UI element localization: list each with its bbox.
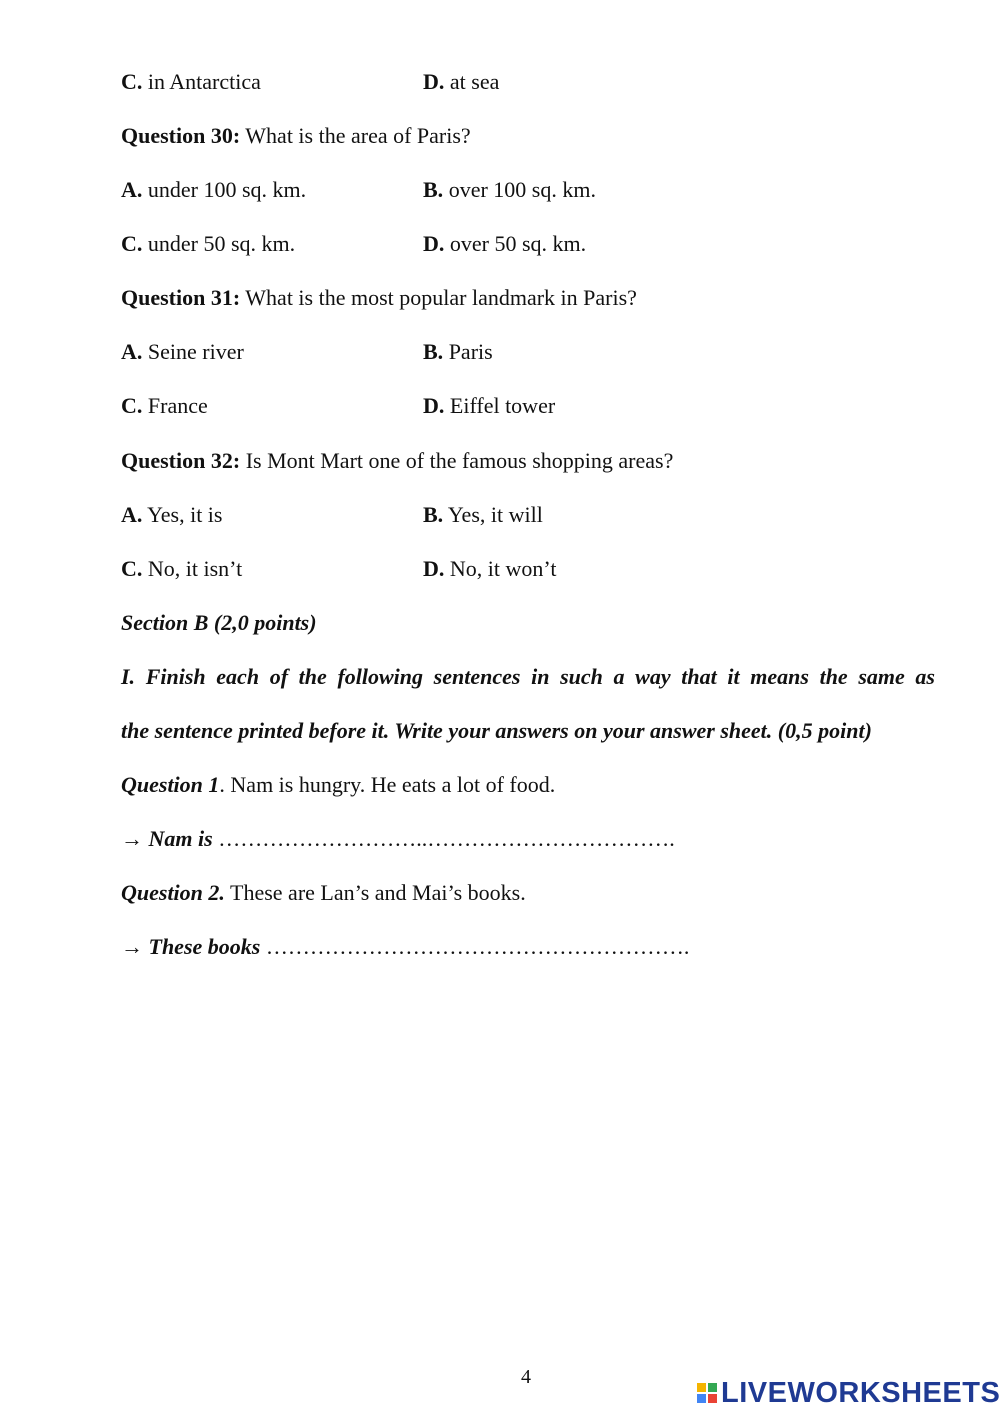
q29-options-cd: [121, 68, 921, 96]
section-b-instruction-line-1: I. Finish each of the following sentences in such a way that it means the same as: [121, 664, 935, 689]
q30-option-c: C. under 50 sq. km.: [121, 231, 296, 256]
section-b-instruction-line-2: the sentence printed before it. Write your answers on your answer sheet. (0,5 point): [121, 718, 872, 743]
q31-option-d: D. Eiffel tower: [423, 393, 556, 418]
q31-options-ab: [121, 338, 921, 366]
q30-options-ab: [121, 176, 921, 204]
liveworksheets-logo: [697, 1376, 1000, 1410]
q32-options-ab: [121, 501, 921, 529]
section-b-title: Section B (2,0 points): [121, 610, 317, 635]
q31-option-b: B. Paris: [423, 339, 493, 364]
q30-option-d: D. over 50 sq. km.: [423, 231, 587, 256]
rewrite-question-1: Question 1. Nam is hungry. He eats a lot of food.: [121, 772, 556, 797]
question-31: Question 31: What is the most popular landmark in Paris?: [121, 285, 637, 310]
liveworksheets-logo-icon: [697, 1383, 717, 1403]
rewrite-question-2: Question 2. These are Lan’s and Mai’s books.: [121, 880, 526, 905]
page-number: 4: [521, 1366, 531, 1388]
q30-option-b: B. over 100 sq. km.: [423, 177, 596, 202]
question-30: Question 30: What is the area of Paris?: [121, 123, 471, 148]
q31-options-cd: [121, 392, 921, 420]
q32-option-d: D. No, it won’t: [423, 556, 557, 581]
q29-option-c: C. in Antarctica: [121, 69, 261, 94]
q29-option-d: D. at sea: [423, 69, 500, 94]
liveworksheets-brand-text: LIVEWORKSHEETS: [721, 1376, 1000, 1409]
answer-blank[interactable]: ………………………..…………………………….: [212, 826, 675, 851]
arrow-icon: →: [121, 826, 143, 851]
q31-option-a: A. Seine river: [121, 339, 244, 364]
q32-option-b: B. Yes, it will: [423, 502, 543, 527]
answer-blank[interactable]: ………………………………………………….: [260, 934, 690, 959]
question-32: Question 32: Is Mont Mart one of the famous shopping areas?: [121, 448, 674, 473]
q32-options-cd: [121, 555, 921, 583]
rewrite-answer-2: → These books ………………………………………………….: [121, 934, 690, 959]
q30-options-cd: [121, 230, 921, 258]
arrow-icon: →: [121, 934, 143, 959]
q31-option-c: C. France: [121, 393, 208, 418]
q32-option-c: C. No, it isn’t: [121, 556, 243, 581]
q30-option-a: A. under 100 sq. km.: [121, 177, 307, 202]
rewrite-answer-1: → Nam is ………………………..…………………………….: [121, 826, 675, 851]
q32-option-a: A. Yes, it is: [121, 502, 223, 527]
